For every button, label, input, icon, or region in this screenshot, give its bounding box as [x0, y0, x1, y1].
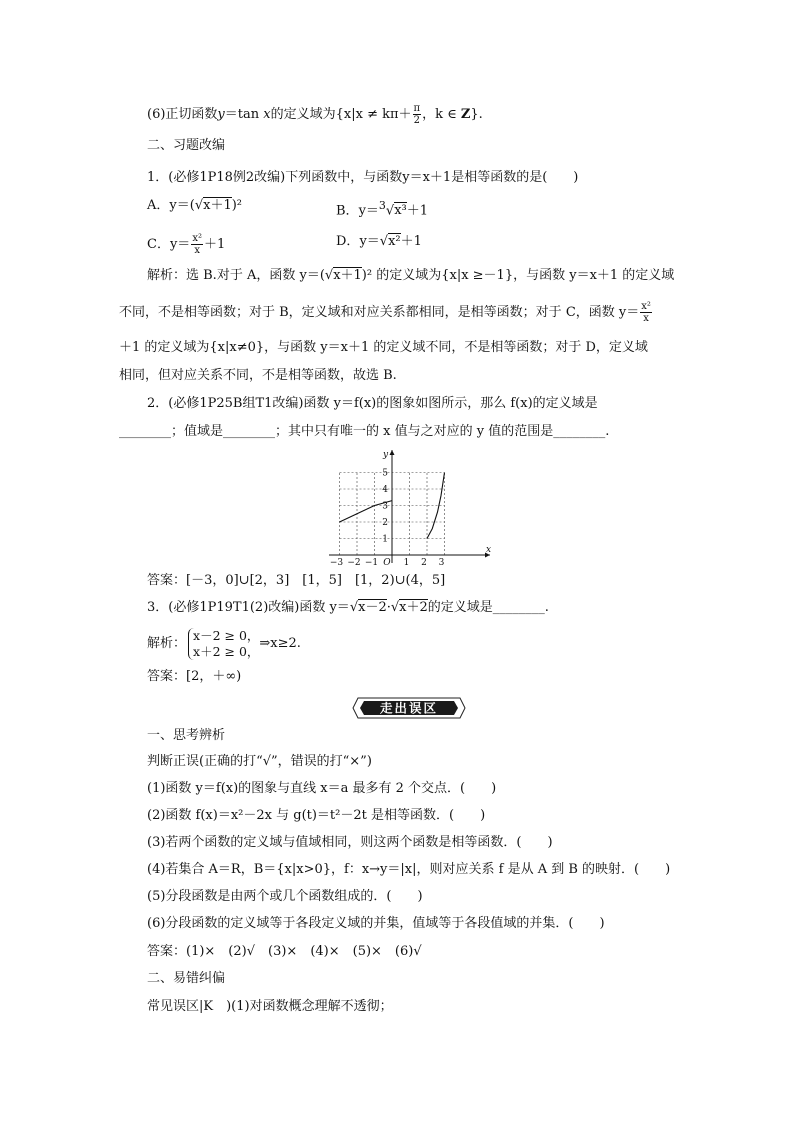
option-a	[147, 197, 242, 215]
q3-radicand-2: x＋2	[399, 600, 428, 615]
option-a-pre: y＝(	[169, 198, 195, 213]
x-tick-label: 2	[421, 558, 427, 567]
set-mid: ，k ∈	[422, 107, 461, 122]
y-axis-label: y	[383, 450, 389, 460]
solution-1-line-4: 相同，但对应关系不同，不是相等函数，故选 B.	[119, 368, 397, 383]
judge-item: (1)函数 y＝f(x)的图象与直线 x＝a 最多有 2 个交点．( )	[147, 781, 497, 796]
y-axis-arrow-icon	[390, 450, 395, 455]
q3-text: 3．(必修1P19T1(2)改编)函数 y＝	[147, 600, 350, 615]
option-d-label: D．	[336, 234, 360, 249]
solution-1-line-2	[119, 301, 653, 324]
item-6-line	[147, 103, 483, 126]
section-exercises-title: 二、习题改编	[147, 138, 226, 153]
sol-frac	[640, 301, 652, 324]
sol-label: 解析：	[147, 636, 187, 651]
frac-num: x²	[192, 233, 202, 244]
answer-2: 答案：[－3，0]∪[2，3] [1，5] [1，2)∪(4，5]	[147, 573, 446, 588]
solution-3	[147, 628, 301, 660]
option-d	[336, 233, 422, 251]
x-tick-label: O	[383, 558, 391, 567]
ineq-row-2: x＋2 ≥ 0，	[193, 644, 260, 659]
frac-num: π	[413, 103, 421, 114]
option-c	[147, 233, 225, 256]
x-tick-label: −1	[364, 558, 379, 567]
sqrt-icon: √	[385, 203, 395, 219]
section-thinking-title: 一、思考辨析	[147, 728, 226, 743]
option-b-pre: y＝	[358, 203, 379, 219]
y-tick-label: 4	[382, 485, 388, 495]
option-d-radicand: x²	[388, 234, 401, 249]
sol-tail: ⇒x≥2.	[259, 636, 301, 651]
option-c-label: C．	[147, 237, 170, 252]
integers-Z: Z	[460, 107, 471, 122]
option-d-pre: y＝	[359, 234, 380, 249]
judge-answer: 答案：(1)× (2)√ (3)× (4)× (5)× (6)√	[147, 944, 422, 959]
sol-text: )² 的定义域为{x|x ≥－1}，与函数 y＝x＋1 的定义域	[361, 268, 675, 283]
sqrt-icon: √	[379, 234, 389, 249]
option-a-label: A．	[147, 198, 170, 213]
question-2-line-1: 2．(必修1P25B组T1改编)函数 y＝f(x)的图象如图所示，那么 f(x)的定义域是	[147, 396, 598, 411]
var-x: x	[263, 107, 271, 122]
x-tick-label: 3	[438, 558, 445, 567]
frac-num: x²	[641, 301, 651, 312]
question-3	[147, 599, 549, 617]
sqrt-icon: √	[194, 198, 204, 213]
option-a-radicand: x＋1	[203, 198, 232, 213]
q3-dot: ·	[386, 600, 391, 615]
option-c-post: ＋1	[203, 237, 226, 252]
tan-eq: ＝tan	[224, 107, 264, 122]
sol-text: 不同，不是相等函数；对于 B，定义域和对应关系都相同，是相等函数；对于 C，函数 y＝	[119, 305, 640, 320]
question-2-line-2: ________；值域是________；其中只有唯一的 x 值与之对应的 y 值的范围是________.	[119, 424, 610, 439]
function-graph	[326, 447, 496, 567]
sqrt-icon: √	[349, 600, 359, 615]
option-b	[336, 197, 428, 220]
y-tick-label: 2	[382, 518, 388, 528]
banner-text: 走出误区	[379, 700, 439, 716]
option-b-radicand: x³	[394, 203, 407, 219]
sol-text: 解析：选 B.对于 A，函数 y＝(	[147, 268, 325, 283]
option-b-label: B．	[336, 203, 359, 219]
set-close: }.	[470, 107, 483, 122]
var-y: y	[217, 107, 225, 122]
question-1: 1．(必修1P18例2改编)下列函数中，与函数y＝x＋1是相等函数的是( )	[147, 170, 579, 185]
domain-text: 的定义域为	[270, 107, 336, 122]
judge-item: (4)若集合 A＝R，B＝{x|x>0}，f：x→y＝|x|，则对应关系 f 是从 A 到 B 的映射．( )	[147, 862, 671, 877]
judge-item: (3)若两个函数的定义域与值域相同，则这两个函数是相等函数．( )	[147, 835, 553, 850]
y-tick-label: 1	[382, 534, 388, 545]
y-tick-label: 5	[382, 468, 388, 479]
section-banner	[352, 696, 466, 720]
y-tick-label: 3	[382, 501, 388, 512]
section-errors-title: 二、易错纠偏	[147, 971, 226, 986]
option-a-post: )²	[231, 198, 243, 213]
item-6-text: (6)正切函数	[147, 107, 218, 122]
sqrt-icon: √	[324, 268, 334, 283]
x-tick-label: −2	[347, 558, 361, 567]
x-tick-label: 1	[403, 558, 410, 567]
judge-item: (6)分段函数的定义域等于各段定义域的并集，值域等于各段值域的并集．( )	[147, 916, 605, 931]
q3-text-tail: 的定义域是________.	[427, 600, 549, 615]
judge-intro: 判断正误(正确的打“√”，错误的打“×”)	[147, 754, 372, 769]
judge-item: (2)函数 f(x)＝x²－2x 与 g(t)＝t²－2t 是相等函数．( )	[147, 808, 486, 823]
inequality-system	[188, 628, 259, 660]
option-b-post: ＋1	[406, 203, 429, 219]
option-c-pre: y＝	[169, 237, 191, 252]
q3-radicand-1: x－2	[358, 600, 387, 615]
solution-1-line-3: ＋1 的定义域为{x|x≠0}，与函数 y＝x＋1 的定义域不同，不是相等函数；对于 D，定义域	[119, 340, 648, 355]
set-open: {x|x ≠ kπ＋	[335, 107, 412, 122]
x-axis-label: x	[486, 545, 492, 555]
common-mistakes-line: 常见误区|K )(1)对函数概念理解不透彻；	[147, 999, 393, 1014]
cube-root-index: 3	[378, 199, 386, 212]
frac-den: 2	[413, 115, 420, 126]
frac-den: x	[643, 313, 649, 324]
sqrt-icon: √	[390, 600, 400, 615]
frac-den: x	[194, 245, 200, 256]
x-tick-label: −3	[329, 558, 344, 567]
ineq-row-1: x－2 ≥ 0，	[193, 628, 260, 643]
answer-3: 答案：[2，＋∞)	[147, 669, 242, 684]
pi-over-2	[413, 103, 422, 126]
solution-1-line-1	[147, 267, 674, 285]
judge-item: (5)分段函数是由两个或几个函数组成的．( )	[147, 889, 423, 904]
option-c-frac	[191, 233, 203, 256]
sol-radicand: x＋1	[333, 268, 362, 283]
option-d-post: ＋1	[400, 234, 422, 249]
